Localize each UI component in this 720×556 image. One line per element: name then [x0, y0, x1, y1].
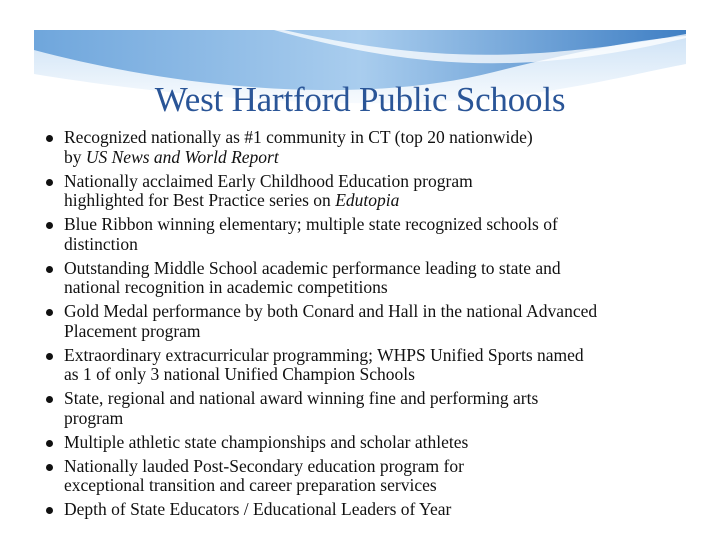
- bullet-line: Nationally acclaimed Early Childhood Education program: [64, 170, 473, 191]
- bullet-line: Multiple athletic state championships and scholar athletes: [64, 431, 469, 452]
- bullet-line: national recognition in academic competitions: [64, 277, 388, 297]
- bullet-icon: [46, 266, 53, 273]
- bullet-line: [64, 191, 696, 211]
- bullet-emphasis: Edutopia: [335, 190, 400, 210]
- bullet-icon: [46, 222, 53, 229]
- bullet-line: Blue Ribbon winning elementary; multiple state recognized schools of: [64, 214, 558, 234]
- bullet-line: Gold Medal performance by both Conard and Hall in the national Advanced: [64, 301, 598, 321]
- bullet-icon: [46, 135, 53, 142]
- bullet-icon: [46, 309, 53, 316]
- page-title: West Hartford Public Schools: [154, 80, 566, 119]
- bullet-icon: [46, 440, 53, 447]
- bullet-item: [46, 433, 696, 453]
- bullet-item: [46, 172, 696, 211]
- bullet-item: [46, 389, 696, 428]
- bullet-line: Nationally lauded Post-Secondary education program for: [64, 455, 464, 476]
- bullet-line: State, regional and national award winning fine and performing arts: [64, 388, 539, 408]
- bullet-item: [46, 215, 696, 254]
- bullet-line: distinction: [64, 233, 138, 254]
- bullet-line: Extraordinary extracurricular programming; WHPS Unified Sports named: [64, 344, 584, 365]
- bullet-line: Outstanding Middle School academic performance leading to state and: [64, 257, 561, 278]
- bullet-item: [46, 259, 696, 298]
- bullet-item: [46, 346, 696, 385]
- bullet-icon: [46, 507, 53, 514]
- bullet-line: Placement program: [64, 320, 201, 341]
- bullet-line: exceptional transition and career preparation services: [64, 475, 437, 495]
- bullet-line: program: [64, 407, 124, 428]
- bullet-icon: [46, 464, 53, 471]
- bullet-emphasis: US News and World Report: [85, 146, 279, 167]
- bullet-line: Depth of State Educators / Educational Leaders of Year: [64, 499, 452, 519]
- bullet-line: [64, 148, 696, 168]
- bullet-text: highlighted for Best Practice series on: [64, 190, 336, 210]
- bullet-line: as 1 of only 3 national Unified Champion Schools: [64, 364, 415, 384]
- bullet-item: [46, 457, 696, 496]
- bullet-list: [46, 128, 696, 524]
- bullet-item: [46, 128, 696, 167]
- bullet-icon: [46, 353, 53, 360]
- bullet-item: [46, 302, 696, 341]
- bullet-icon: [46, 179, 53, 186]
- bullet-text: by: [64, 146, 86, 167]
- bullet-line: Recognized nationally as #1 community in CT (top 20 nationwide): [64, 127, 533, 147]
- bullet-item: [46, 500, 696, 520]
- bullet-icon: [46, 396, 53, 403]
